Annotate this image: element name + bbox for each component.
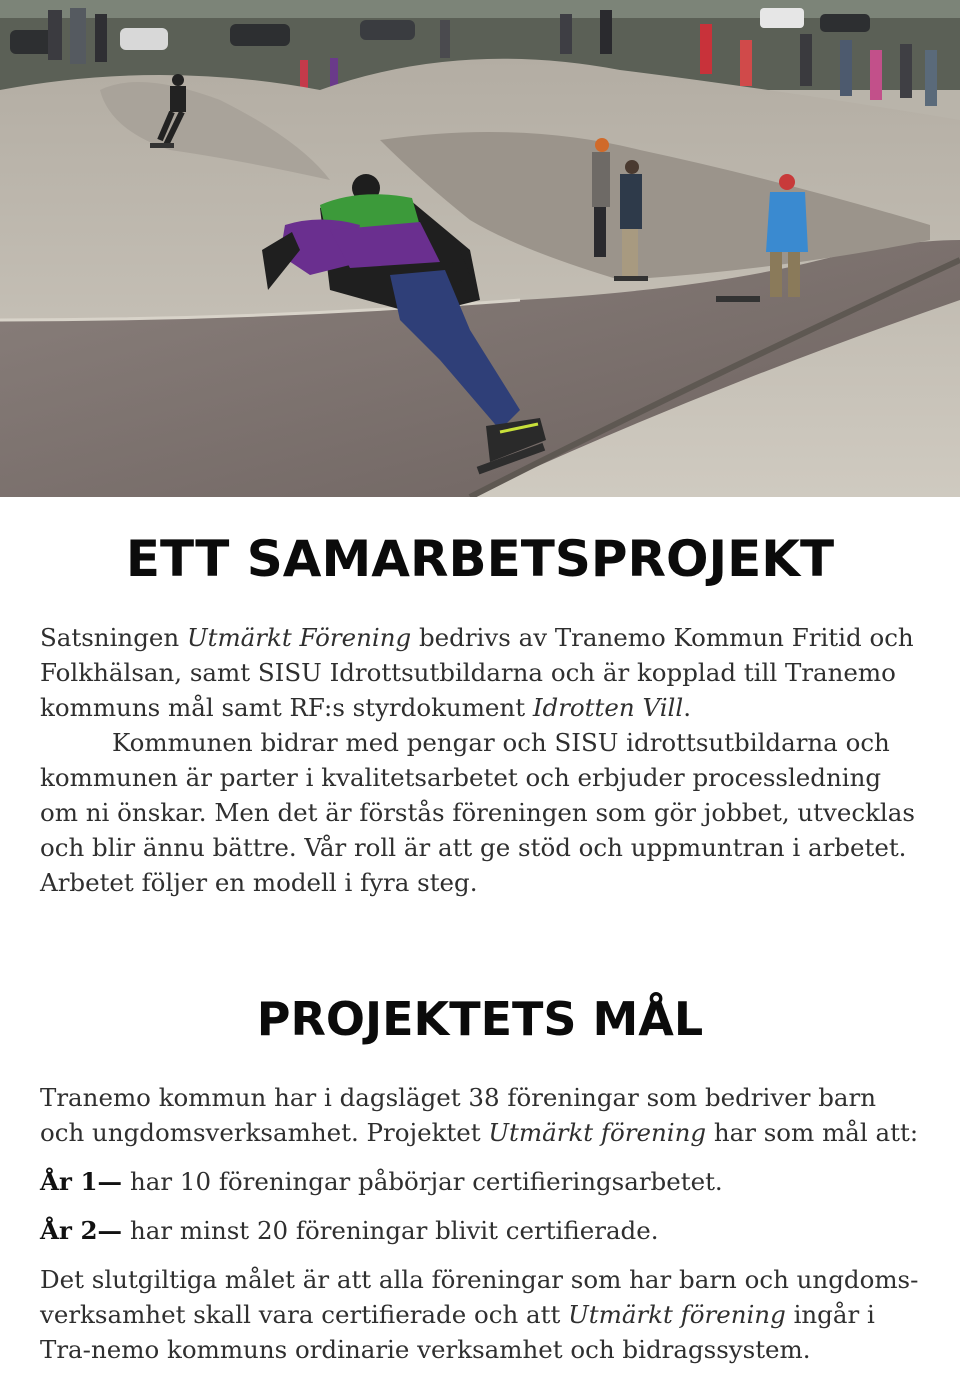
goal-text: har 10 föreningar påbörjar certifieringsarbetet.: [130, 1167, 723, 1196]
goal-text: har minst 20 föreningar blivit certifierade.: [130, 1216, 659, 1245]
section-heading-projektets-mal: PROJEKTETS MÅL: [256, 992, 704, 1046]
emphasis-utmarkt-forening: Utmärkt förening: [488, 1118, 707, 1147]
paragraph-final-goal: [40, 1262, 925, 1367]
paragraph-kommunen: [40, 725, 925, 900]
text-span: bedrivs av Tranemo Kommun Fritid och Folkhälsan, samt SISU Idrottsutbildarna och är kopplad till Tranemo kommuns mål samt RF:s styrdokument: [40, 623, 914, 722]
section-heading-samarbetsprojekt: ETT SAMARBETSPROJEKT: [125, 530, 835, 588]
goal-label: År 1—: [40, 1167, 122, 1196]
text-span: har som mål att:: [706, 1118, 919, 1147]
emphasis-utmarkt-forening: Utmärkt Förening: [186, 623, 412, 652]
paragraph-intro: [40, 620, 925, 725]
section-samarbetsprojekt-body: [40, 620, 925, 900]
paragraph-goal-intro: [40, 1080, 925, 1150]
text-span: ingår i Tra-nemo kommuns ordinarie verksamhet och bidragssystem.: [40, 1300, 875, 1364]
text-span: Satsningen: [40, 623, 187, 652]
goal-year-1: [40, 1164, 925, 1199]
section-projektets-mal-body: [40, 1080, 925, 1367]
text-span: Det slutgiltiga målet är att alla föreningar som har barn och ungdoms-verksamhet skall vara certifierade och att: [40, 1265, 919, 1329]
emphasis-idrotten-vill: Idrotten Vill: [532, 693, 684, 722]
text-span: Tranemo kommun har i dagsläget 38 föreningar som bedriver barn och ungdomsverksamhet. Projektet: [40, 1083, 876, 1147]
skatepark-illustration: [0, 0, 960, 497]
goal-year-2: [40, 1213, 925, 1248]
emphasis-utmarkt-forening: Utmärkt förening: [568, 1300, 786, 1329]
text-span: .: [683, 693, 692, 722]
goal-label: År 2—: [40, 1216, 122, 1245]
text-span: Kommunen bidrar med pengar och SISU idrottsutbildarna och kommunen är parter i kvalitetsarbetet och erbjuder processledning om ni önskar. Men det är förstås föreningen som gör jobbet, utvecklas och blir ännu bättre. Vår roll är att ge stöd och uppmuntran i arbetet. Arbetet följer en modell i fyra steg.: [40, 728, 915, 897]
skatepark-photo: [0, 0, 960, 497]
